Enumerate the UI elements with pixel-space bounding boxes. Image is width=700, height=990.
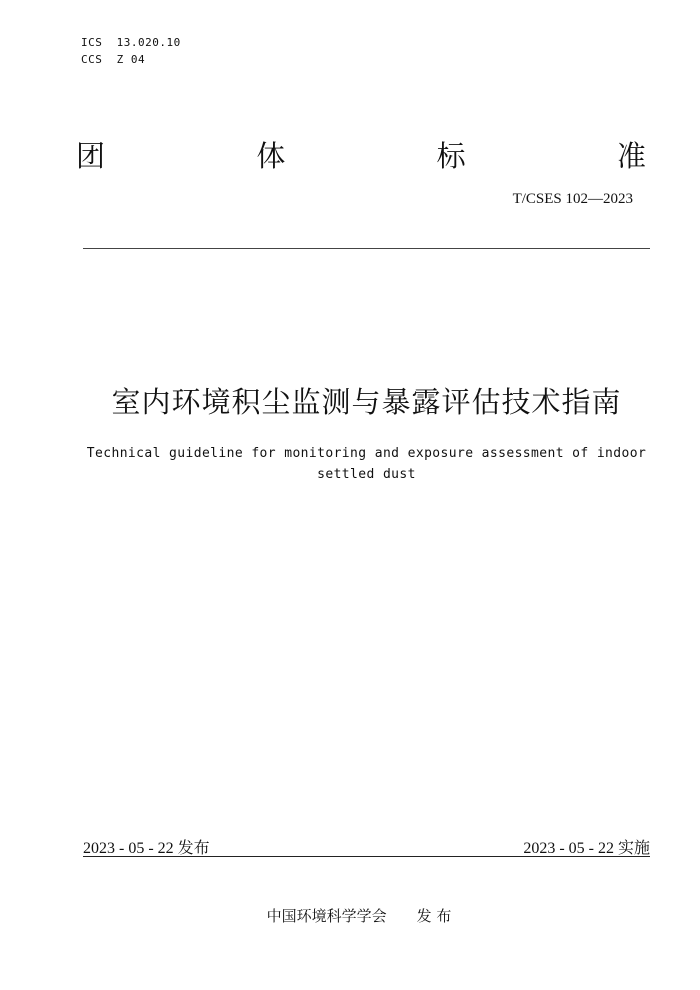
ccs-code: CCS Z 04 xyxy=(81,53,146,66)
english-title: Technical guideline for monitoring and exposure assessment of indoor settled dust xyxy=(86,446,647,482)
publisher-line xyxy=(0,905,700,926)
standard-type-char: 体 xyxy=(256,139,286,173)
top-divider xyxy=(83,248,650,249)
chinese-title: 室内环境积尘监测与暴露评估技术指南 xyxy=(111,385,622,419)
implementation-date: 2023 - 05 - 22 实施 xyxy=(523,840,650,857)
standard-number: T/CSES 102—2023 xyxy=(512,191,633,207)
standard-type-char: 团 xyxy=(76,139,106,173)
standard-type-char: 准 xyxy=(616,139,646,173)
standard-type-heading xyxy=(76,134,646,174)
publish-action: 发 布 xyxy=(416,907,452,925)
ics-code: ICS 13.020.10 xyxy=(81,36,181,49)
issue-date: 2023 - 05 - 22 发布 xyxy=(83,840,210,857)
bottom-divider xyxy=(83,856,650,857)
classification-codes xyxy=(81,34,181,68)
standard-type-char: 标 xyxy=(436,139,466,173)
publisher-name: 中国环境科学学会 xyxy=(266,907,387,925)
